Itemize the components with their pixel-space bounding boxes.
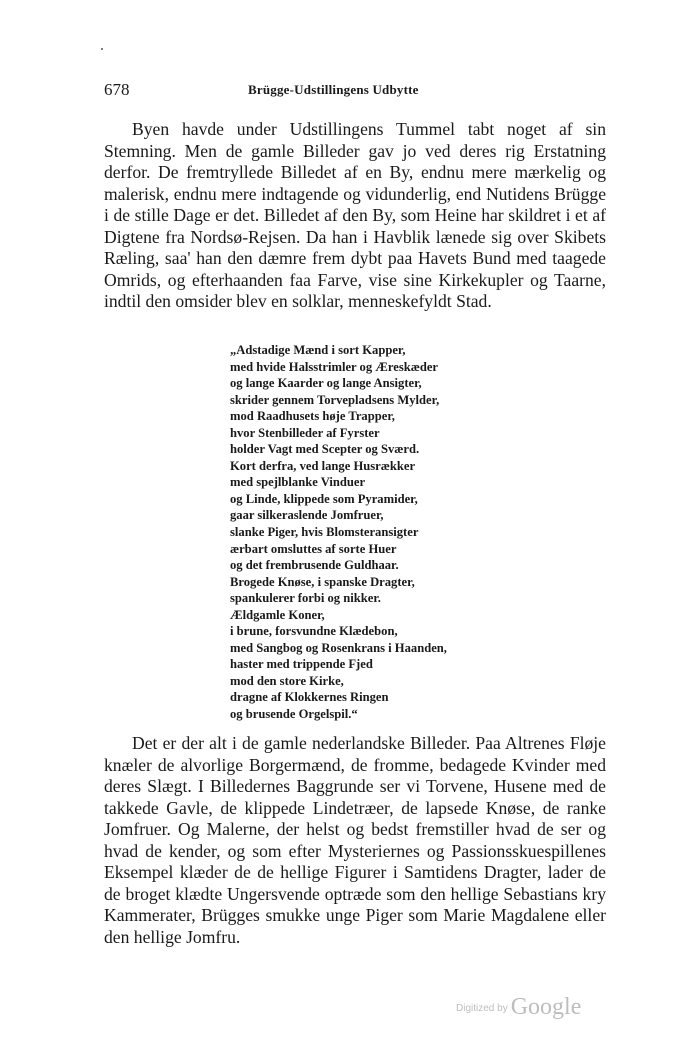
paragraph-intro: Byen havde under Udstillingens Tummel tabt noget af sin Stemning. Men de gamle Billeder gav jo ved deres rig Erstatning derfor. De fremtryllede Billedet af en By, endnu mere mærkelig og malerisk, endnu mere indtagende og vidunderlig, end Nutidens Brügge i de stille Dage er det. Billedet af den By, som Heine har skildret i et af Digtene fra Nordsø-Rejsen. Da han i Havblik lænede sig over Skibets Ræling, saa' han den dæmre frem dybt paa Havets Bund med taagede Omrids, og efterhaanden faa Farve, vise sine Kirkekupler og Taarne, indtil den omsider blev en solklar, menneskefyldt Stad. bbox=[104, 119, 606, 311]
poem-line: mod Raadhusets høje Trapper, bbox=[230, 409, 395, 424]
google-logo: Google bbox=[510, 994, 582, 1020]
poem-line: og det frembrusende Guldhaar. bbox=[230, 558, 399, 573]
poem-line: med Sangbog og Rosenkrans i Haanden, bbox=[230, 640, 447, 655]
digitized-label: Digitized by bbox=[456, 1003, 508, 1014]
poem-line: mod den store Kirke, bbox=[230, 673, 344, 688]
poem-line: Ældgamle Koner, bbox=[230, 607, 325, 622]
page-header bbox=[104, 80, 606, 102]
poem-line: gaar silkeraslende Jomfruer, bbox=[230, 508, 384, 523]
poem-line: „Adstadige Mænd i sort Kapper, bbox=[230, 343, 406, 357]
poem-line: dragne af Klokkernes Ringen bbox=[230, 690, 389, 705]
poem-line: haster med trippende Fjed bbox=[230, 657, 373, 672]
poem-line: og Linde, klippede som Pyramider, bbox=[230, 491, 418, 506]
poem-line: ærbart omsluttes af sorte Huer bbox=[230, 541, 397, 556]
quoted-poem bbox=[230, 342, 520, 723]
poem-line: og brusende Orgelspil.“ bbox=[230, 707, 358, 722]
poem-line: i brune, forsvundne Klædebon, bbox=[230, 624, 398, 639]
poem-line: slanke Piger, hvis Blomsteransigter bbox=[230, 525, 419, 540]
poem-line: skrider gennem Torvepladsens Mylder, bbox=[230, 392, 440, 407]
poem-line: og lange Kaarder og lange Ansigter, bbox=[230, 376, 422, 391]
page-number: 678 bbox=[104, 80, 130, 99]
digitized-by-google-watermark bbox=[456, 994, 581, 1021]
poem-line: holder Vagt med Scepter og Sværd. bbox=[230, 442, 420, 457]
poem-line: med hvide Halsstrimler og Æreskæder bbox=[230, 359, 439, 374]
poem-line: Brogede Knøse, i spanske Dragter, bbox=[230, 574, 415, 589]
running-title: Brügge-Udstillingens Udbytte bbox=[248, 82, 419, 97]
poem-line: hvor Stenbilleder af Fyrster bbox=[230, 425, 380, 440]
poem-line: spankulerer forbi og nikker. bbox=[230, 591, 381, 606]
ink-speck bbox=[101, 48, 103, 50]
paragraph-paintings: Det er der alt i de gamle nederlandske Billeder. Paa Altrenes Fløje knæler de alvorlige Borgermænd, de fromme, bedagede Kvinder med deres Slægt. I Billedernes Baggrunde ser vi Torvene, Husene med de takkede Gavle, de klippede Lindetræer, de lapsede Knøse, de ranke Jomfruer. Og Malerne, der helst og bedst fremstiller hvad de ser og hvad de kender, og som efter Mysteriernes og Passionsskuespillenes Eksempel klæder de de hellige Figurer i Samtidens Dragter, lader de de broget klædte Ungersvende optræde som den hellige Sebastians kry Kammerater, Brügges smukke unge Piger som Marie Magdalene eller den hellige Jomfru. bbox=[104, 733, 606, 947]
poem-line: Kort derfra, ved lange Husrækker bbox=[230, 458, 416, 473]
poem-line: med spejlblanke Vinduer bbox=[230, 475, 366, 490]
